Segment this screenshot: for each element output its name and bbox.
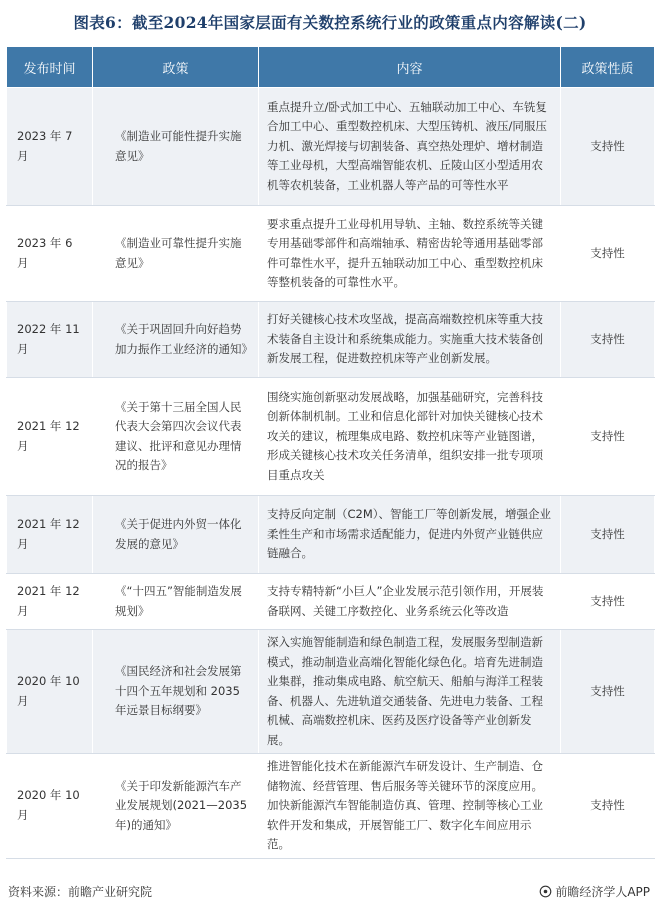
cell-policy: 《制造业可靠性提升实施意见》 <box>93 206 259 302</box>
header-time: 发布时间 <box>7 47 93 88</box>
cell-policy: 《制造业可能性提升实施意见》 <box>93 88 259 206</box>
cell-content: 重点提升立/卧式加工中心、五轴联动加工中心、车铣复合加工中心、重型数控机床、大型压铸机、液压/同服压力机、激光焊接与切割装备、真空热处理炉、增材制造等工业母机，大型高端智能农机、丘陵山区小型适用农机等农机装备，工业机器人等产品的可等性水平 <box>259 88 561 206</box>
cell-time: 2022 年 11 月 <box>7 302 93 378</box>
header-policy: 政策 <box>93 47 259 88</box>
cell-time: 2023 年 7 月 <box>7 88 93 206</box>
brand-credit <box>539 883 650 900</box>
table-row <box>7 630 655 754</box>
cell-content: 围绕实施创新驱动发展战略，加强基础研究，完善科技创新体制机制。工业和信息化部针对加快关键核心技术攻关的建议，梳理集成电路、数控机床等产业链图谱，形成关键核心技术攻关任务清单，组织安排一批专项项目重点攻关 <box>259 378 561 496</box>
cell-content: 要求重点提升工业母机用导轨、主轴、数控系统等关键专用基础零部件和高端轴承、精密齿轮等通用基础零部件可靠性水平，提升五轴联动加工中心、重型数控机床等整机装备的可靠性水平。 <box>259 206 561 302</box>
cell-nature: 支持性 <box>561 574 655 630</box>
cell-time: 2021 年 12 月 <box>7 574 93 630</box>
cell-time: 2021 年 12 月 <box>7 378 93 496</box>
cell-policy: 《关于第十三届全国人民代表大会第四次会议代表建议、批评和意见办理情况的报告》 <box>93 378 259 496</box>
header-nature: 政策性质 <box>561 47 655 88</box>
cell-nature: 支持性 <box>561 630 655 754</box>
cell-time: 2020 年 10 月 <box>7 630 93 754</box>
table-header-row <box>7 47 655 88</box>
brand-name: 前瞻经济学人APP <box>555 885 650 899</box>
cell-time: 2021 年 12 月 <box>7 496 93 574</box>
cell-policy: 《关于巩固回升向好趋势加力振作工业经济的通知》 <box>93 302 259 378</box>
header-content: 内容 <box>259 47 561 88</box>
cell-policy: 《关于促进内外贸一体化发展的意见》 <box>93 496 259 574</box>
cell-content: 打好关键核心技术攻坚战，提高高端数控机床等重大技术装备自主设计和系统集成能力。实施重大技术装备创新发展工程，促进数控机床等产业创新发展。 <box>259 302 561 378</box>
policy-table <box>6 46 655 859</box>
table-row <box>7 378 655 496</box>
cell-content: 支持反向定制（C2M）、智能工厂等创新发展，增强企业柔性生产和市场需求适配能力，促进内外贸产业链供应链融合。 <box>259 496 561 574</box>
table-row <box>7 206 655 302</box>
cell-time: 2023 年 6 月 <box>7 206 93 302</box>
table-row <box>7 302 655 378</box>
cell-nature: 支持性 <box>561 378 655 496</box>
cell-nature: 支持性 <box>561 302 655 378</box>
cell-content: 支持专精特新“小巨人”企业发展示范引领作用，开展装备联网、关键工序数控化、业务系统云化等改造 <box>259 574 561 630</box>
page-title: 图表6：截至2024年国家层面有关数控系统行业的政策重点内容解读(二) <box>73 13 587 32</box>
source-note: 资料来源：前瞻产业研究院 <box>8 885 153 899</box>
weibo-icon <box>539 885 552 898</box>
cell-policy: 《关于印发新能源汽车产业发展规划(2021—2035 年)的通知》 <box>93 754 259 859</box>
cell-time: 2020 年 10 月 <box>7 754 93 859</box>
table-row <box>7 496 655 574</box>
cell-nature: 支持性 <box>561 754 655 859</box>
cell-content: 深入实施智能制造和绿色制造工程，发展服务型制造新模式，推动制造业高端化智能化绿色化。培育先进制造业集群，推动集成电路、航空航天、船舶与海洋工程装备、机器人、先进轨道交通装备、先进电力装备、工程机械、高端数控机床、医药及医疗设备等产业创新发展。 <box>259 630 561 754</box>
cell-nature: 支持性 <box>561 496 655 574</box>
cell-policy: 《“十四五”智能制造发展规划》 <box>93 574 259 630</box>
table-row <box>7 574 655 630</box>
cell-nature: 支持性 <box>561 88 655 206</box>
cell-nature: 支持性 <box>561 206 655 302</box>
table-row <box>7 754 655 859</box>
cell-policy: 《国民经济和社会发展第十四个五年规划和 2035 年远景目标纲要》 <box>93 630 259 754</box>
table-row <box>7 88 655 206</box>
cell-content: 推进智能化技术在新能源汽车研发设计、生产制造、仓储物流、经营管理、售后服务等关键环节的深度应用。加快新能源汽车智能制造仿真、管理、控制等核心工业软件开发和集成，开展智能工厂、数字化车间应用示范。 <box>259 754 561 859</box>
